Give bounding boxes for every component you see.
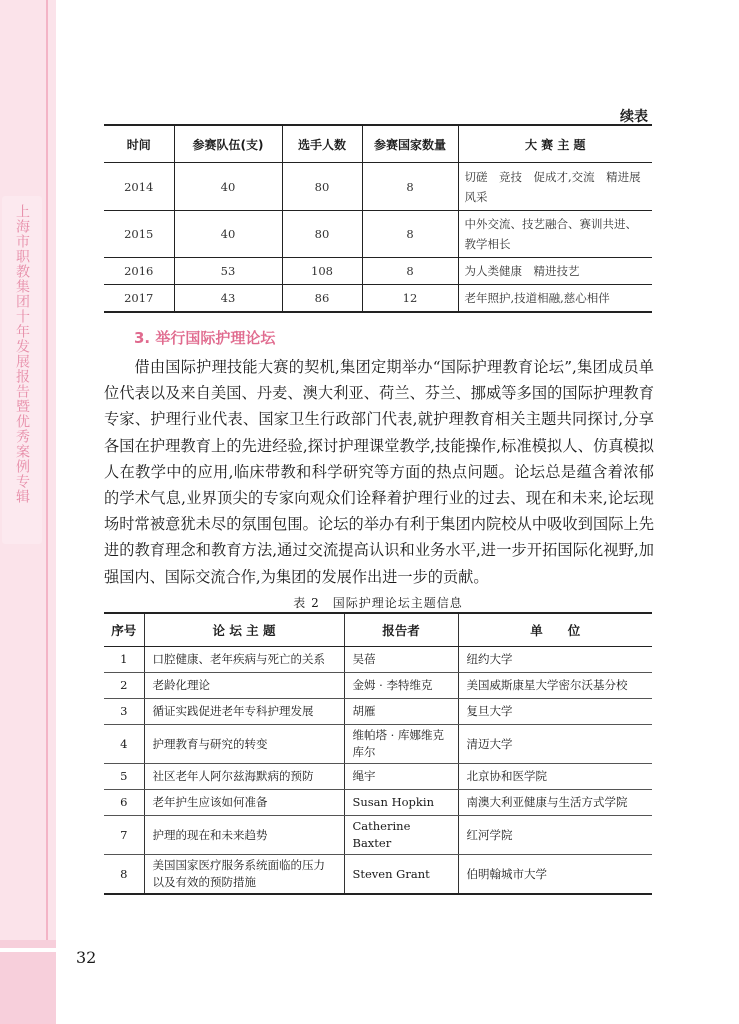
cell-players: 80 <box>282 163 362 211</box>
cell-index: 6 <box>104 790 144 816</box>
sidebar-divider <box>46 0 48 1024</box>
cell-countries: 8 <box>362 163 458 211</box>
table-row <box>104 790 652 816</box>
cell-year: 2015 <box>104 211 174 258</box>
col-header: 参赛队伍(支) <box>174 125 282 163</box>
body-paragraph: 借由国际护理技能大赛的契机,集团定期举办“国际护理教育论坛”,集团成员单位代表以及来自美国、丹麦、澳大利亚、荷兰、芬兰、挪威等多国的国际护理教育专家、护理行业代表、国家卫生行政部门代表,就护理教育相关主题共同探讨,分享各国在护理教育上的先进经验,探讨护理课堂教学,技能操作,标准模拟人、仿真模拟人在教学中的应用,临床带教和科学研究等方面的热点问题。论坛总是蕴含着浓郁的学术气息,业界顶尖的专家向观众们诠释着护理行业的过去、现在和未来,论坛现场时常被意犹未尽的氛围包围。论坛的举办有利于集团内院校从中吸收到国际上先进的教育理念和教育方法,通过交流提高认识和业务水平,进一步开拓国际化视野,加强国内、国际交流合作,为集团的发展作出进一步的贡献。 <box>104 358 654 586</box>
cell-index: 5 <box>104 764 144 790</box>
col-header: 选手人数 <box>282 125 362 163</box>
cell-teams: 43 <box>174 285 282 313</box>
cell-institution: 南澳大利亚健康与生活方式学院 <box>458 790 652 816</box>
cell-index: 7 <box>104 816 144 855</box>
continued-table-label: 续表 <box>620 109 648 125</box>
table-caption: 表 2 国际护理论坛主题信息 <box>293 596 463 610</box>
table-row <box>104 725 652 764</box>
cell-topic: 老龄化理论 <box>144 673 344 699</box>
forum-table-header <box>104 613 652 647</box>
cell-theme: 切磋 竞技 促成才,交流 精进展风采 <box>458 163 652 211</box>
col-header: 论 坛 主 题 <box>144 613 344 647</box>
col-header: 大 赛 主 题 <box>458 125 652 163</box>
cell-topic: 社区老年人阿尔兹海默病的预防 <box>144 764 344 790</box>
forum-table <box>104 612 652 895</box>
cell-countries: 8 <box>362 258 458 285</box>
cell-topic: 老年护生应该如何准备 <box>144 790 344 816</box>
table-row <box>104 764 652 790</box>
cell-speaker: 吴蓓 <box>344 647 458 673</box>
cell-index: 8 <box>104 855 144 895</box>
cell-index: 1 <box>104 647 144 673</box>
cell-topic: 循证实践促进老年专科护理发展 <box>144 699 344 725</box>
sidebar-book-title: 上海市职教集团十年发展报告暨优秀案例专辑 <box>2 196 42 544</box>
cell-index: 3 <box>104 699 144 725</box>
cell-institution: 美国威斯康星大学密尔沃基分校 <box>458 673 652 699</box>
cell-speaker: Catherine Baxter <box>344 816 458 855</box>
cell-speaker: Steven Grant <box>344 855 458 895</box>
col-header: 参赛国家数量 <box>362 125 458 163</box>
cell-institution: 北京协和医学院 <box>458 764 652 790</box>
cell-topic: 美国国家医疗服务系统面临的压力以及有效的预防措施 <box>144 855 344 895</box>
sidebar-footer-band <box>0 940 56 1024</box>
cell-speaker: 绳宇 <box>344 764 458 790</box>
table-row <box>104 699 652 725</box>
page-number: 32 <box>76 948 97 967</box>
cell-institution: 复旦大学 <box>458 699 652 725</box>
cell-speaker: 维帕塔 · 库娜维克库尔 <box>344 725 458 764</box>
cell-teams: 53 <box>174 258 282 285</box>
contest-table <box>104 124 652 313</box>
sidebar-footer-stripe <box>0 948 56 952</box>
contest-table-header <box>104 125 652 163</box>
table-row <box>104 673 652 699</box>
cell-teams: 40 <box>174 211 282 258</box>
col-header: 报告者 <box>344 613 458 647</box>
cell-year: 2017 <box>104 285 174 313</box>
cell-players: 108 <box>282 258 362 285</box>
cell-topic: 护理的现在和未来趋势 <box>144 816 344 855</box>
col-header: 时间 <box>104 125 174 163</box>
table-row <box>104 163 652 211</box>
cell-theme: 中外交流、技艺融合、赛训共进、教学相长 <box>458 211 652 258</box>
col-header: 单 位 <box>458 613 652 647</box>
cell-speaker: 金姆 · 李特维克 <box>344 673 458 699</box>
cell-countries: 8 <box>362 211 458 258</box>
col-header: 序号 <box>104 613 144 647</box>
table-row <box>104 285 652 313</box>
table-row <box>104 211 652 258</box>
table-row <box>104 816 652 855</box>
cell-teams: 40 <box>174 163 282 211</box>
cell-institution: 伯明翰城市大学 <box>458 855 652 895</box>
cell-institution: 清迈大学 <box>458 725 652 764</box>
table-row <box>104 855 652 895</box>
cell-year: 2016 <box>104 258 174 285</box>
cell-countries: 12 <box>362 285 458 313</box>
cell-topic: 口腔健康、老年疾病与死亡的关系 <box>144 647 344 673</box>
table-row <box>104 647 652 673</box>
cell-theme: 为人类健康 精进技艺 <box>458 258 652 285</box>
cell-speaker: 胡雁 <box>344 699 458 725</box>
cell-institution: 纽约大学 <box>458 647 652 673</box>
cell-players: 80 <box>282 211 362 258</box>
section-heading: 3. 举行国际护理论坛 <box>134 329 276 347</box>
cell-speaker: Susan Hopkin <box>344 790 458 816</box>
cell-topic: 护理教育与研究的转变 <box>144 725 344 764</box>
cell-theme: 老年照护,技道相融,慈心相伴 <box>458 285 652 313</box>
cell-institution: 红河学院 <box>458 816 652 855</box>
cell-players: 86 <box>282 285 362 313</box>
cell-index: 2 <box>104 673 144 699</box>
table-row <box>104 258 652 285</box>
cell-year: 2014 <box>104 163 174 211</box>
cell-index: 4 <box>104 725 144 764</box>
